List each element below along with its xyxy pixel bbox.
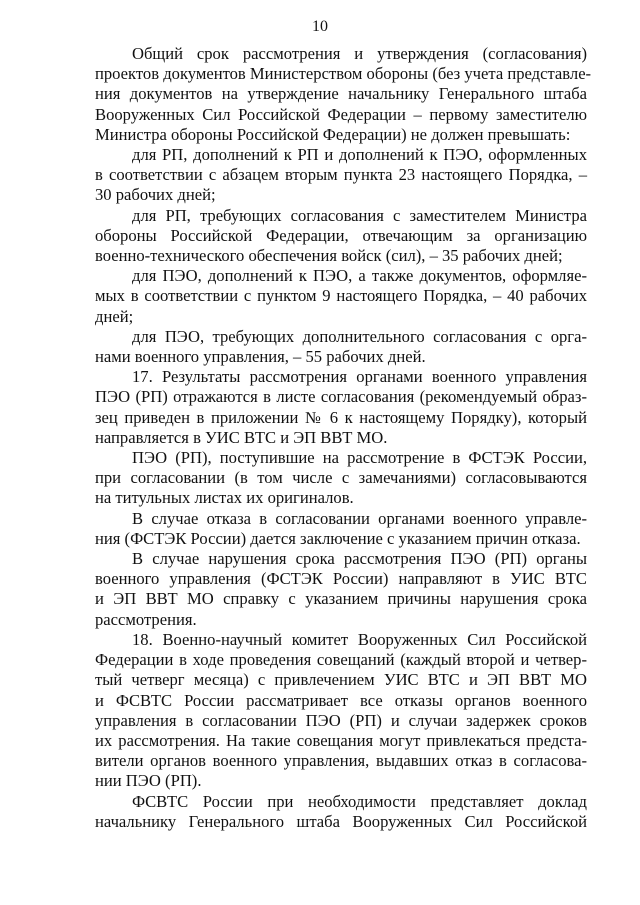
text-line: 17. Результаты рассмотрения органами военного управления — [132, 367, 587, 387]
text-line: зец приведен в приложении № 6 к настоящему Порядку), который — [95, 407, 587, 427]
text-line: 18. Военно-научный комитет Вооруженных Сил Российской — [132, 629, 587, 649]
text-line: В случае отказа в согласовании органами военного управле- — [132, 508, 587, 528]
text-line: 30 рабочих дней; — [95, 185, 216, 205]
text-line: ФСВТС России при необходимости представляет доклад — [132, 791, 587, 811]
text-line: Общий срок рассмотрения и утверждения (согласования) — [132, 44, 587, 63]
text-line: военного управления (ФСТЭК России) направляют в УИС ВТС — [95, 569, 587, 589]
text-line: направляется в УИС ВТС и ЭП ВВТ МО. — [95, 427, 388, 447]
text-line: нии ПЭО (РП). — [95, 771, 202, 791]
text-line: В случае нарушения срока рассмотрения ПЭО (РП) органы — [132, 549, 587, 569]
text-line: ПЭО (РП), поступившие на рассмотрение в ФСТЭК России, — [132, 448, 587, 468]
text-line: для ПЭО, дополнений к ПЭО, а также документов, оформляе- — [132, 266, 587, 286]
text-line: управления в согласовании ПЭО (РП) и случаи задержек сроков — [95, 710, 587, 730]
text-line: дней; — [95, 306, 134, 326]
text-line: и ФСВТС России рассматривает все отказы органов военного — [95, 690, 587, 710]
text-line: обороны Российской Федерации, отвечающим за организацию — [95, 225, 587, 245]
text-line: вители органов военного управления, выдавших отказ в согласова- — [95, 751, 587, 771]
text-line: для РП, требующих согласования с заместителем Министра — [132, 205, 587, 225]
text-line: мых в соответствии с пунктом 9 настоящего Порядка, – 40 рабочих — [95, 286, 587, 306]
text-line: рассмотрения. — [95, 609, 197, 629]
text-line: при согласовании (в том числе с замечаниями) согласовываются — [95, 468, 587, 488]
text-line: ПЭО (РП) отражаются в листе согласования (рекомендуемый образ- — [95, 387, 587, 407]
text-line: проектов документов Министерством обороны (без учета представле- — [95, 64, 592, 84]
text-line: Федерации в ходе проведения совещаний (каждый второй и четвер- — [95, 650, 587, 670]
text-line: тый четверг месяца) с привлечением УИС ВТС и ЭП ВВТ МО — [95, 670, 587, 690]
text-line: на титульных листах их оригиналов. — [95, 488, 354, 508]
text-line: ния документов на утверждение начальнику Генерального штаба — [95, 84, 587, 104]
text-line: военно-технического обеспечения войск (сил), – 35 рабочих дней; — [95, 246, 563, 266]
text-line: ния (ФСТЭК России) дается заключение с указанием причин отказа. — [95, 528, 581, 548]
page-number: 10 — [312, 18, 328, 35]
text-line: в соответствии с абзацем вторым пункта 23 настоящего Порядка, – — [95, 165, 587, 185]
text-line: нами военного управления, – 55 рабочих дней. — [95, 347, 426, 367]
text-line: и ЭП ВВТ МО справку с указанием причины нарушения срока — [95, 589, 587, 609]
text-line: Вооруженных Сил Российской Федерации – первому заместителю — [95, 104, 587, 124]
document-body — [95, 44, 592, 832]
text-line: для ПЭО, требующих дополнительного согласования с орга- — [132, 326, 587, 346]
text-line: начальнику Генерального штаба Вооруженных Сил Российской — [95, 811, 587, 831]
text-line: для РП, дополнений к РП и дополнений к ПЭО, оформленных — [132, 145, 587, 165]
text-line: их рассмотрения. На такие совещания могут привлекаться предста- — [95, 730, 587, 750]
text-line: Министра обороны Российской Федерации) не должен превышать: — [95, 124, 571, 144]
